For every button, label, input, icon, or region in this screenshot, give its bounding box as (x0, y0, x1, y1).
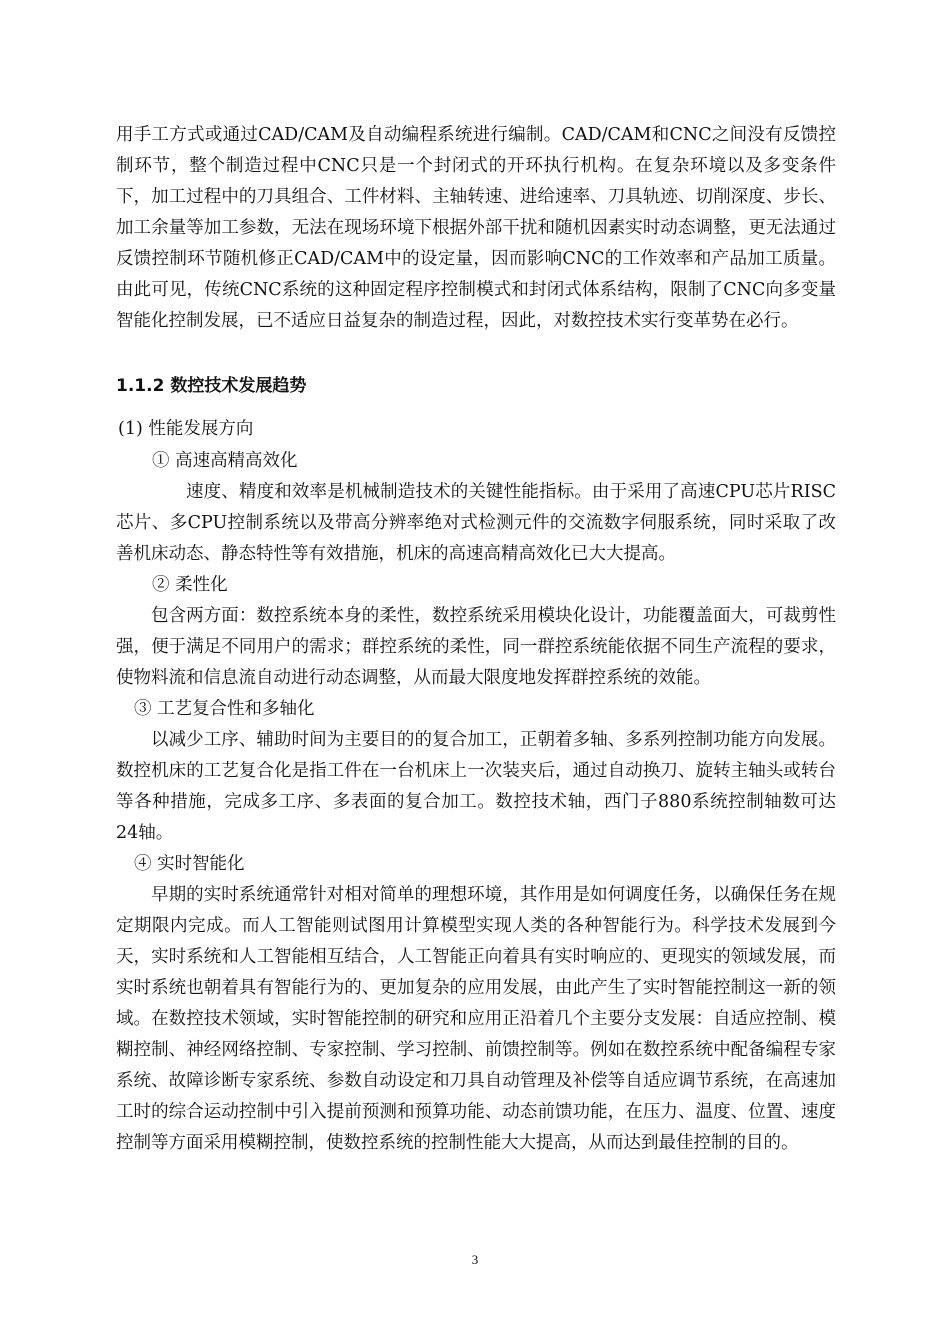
paragraph-continuation: 用手工方式或通过CAD/CAM及自动编程系统进行编制。CAD/CAM和CNC之间没有反馈控制环节，整个制造过程中CNC只是一个封闭式的开环执行机构。在复杂环境以及多变条件下，加工过程中的刀具组合、工件材料、主轴转速、进给速率、刀具轨迹、切削深度、步长、加工余量等加工参数，无法在现场环境下根据外部干扰和随机因素实时动态调整，更无法通过反馈控制环节随机修正CAD/CAM中的设定量，因而影响CNC的工作效率和产品加工质量。由此可见，传统CNC系统的这种固定程序控制模式和封闭式体系结构，限制了CNC向多变量智能化控制发展，已不适应日益复杂的制造过程，因此，对数控技术实行变革势在必行。 (116, 125, 836, 331)
item-3-title: ③ 工艺复合性和多轴化 (134, 699, 315, 719)
item-3-body: 以减少工序、辅助时间为主要目的的复合加工，正朝着多轴、多系列控制功能方向发展。数控机床的工艺复合化是指工件在一台机床上一次装夹后，通过自动换刀、旋转主轴头或转台等各种措施，完成多工序、多表面的复合加工。数控技术轴，西门子880系统控制轴数可达24轴。 (116, 730, 836, 843)
item-2-title: ② 柔性化 (152, 575, 228, 595)
item-4-title: ④ 实时智能化 (134, 854, 245, 874)
item-4-body: 早期的实时系统通常针对相对简单的理想环境，其作用是如何调度任务，以确保任务在规定期限内完成。而人工智能则试图用计算模型实现人类的各种智能行为。科学技术发展到今天，实时系统和人工智能相互结合，人工智能正向着具有实时响应的、更现实的领域发展，而实时系统也朝着具有智能行为的、更加复杂的应用发展，由此产生了实时智能控制这一新的领域。在数控技术领域，实时智能控制的研究和应用正沿着几个主要分支发展：自适应控制、模糊控制、神经网络控制、专家控制、学习控制、前馈控制等。例如在数控系统中配备编程专家系统、故障诊断专家系统、参数自动设定和刀具自动管理及补偿等自适应调节系统，在高速加工时的综合运动控制中引入提前预测和预算功能、动态前馈功能，在压力、温度、位置、速度控制等方面采用模糊控制，使数控系统的控制性能大大提高，从而达到最佳控制的目的。 (116, 885, 836, 1153)
item-2-body: 包含两方面：数控系统本身的柔性，数控系统采用模块化设计，功能覆盖面大，可裁剪性强，便于满足不同用户的需求；群控系统的柔性，同一群控系统能依据不同生产流程的要求，使物料流和信息流自动进行动态调整，从而最大限度地发挥群控系统的效能。 (116, 606, 836, 688)
item-1-title: ① 高速高精高效化 (152, 451, 298, 471)
item-1-body: 速度、精度和效率是机械制造技术的关键性能指标。由于采用了高速CPU芯片RISC芯片、多CPU控制系统以及带高分辨率绝对式检测元件的交流数字伺服系统，同时采取了改善机床动态、静态特性等有效措施，机床的高速高精高效化已大大提高。 (116, 482, 836, 564)
section-heading: 1.1.2 数控技术发展趋势 (116, 376, 307, 396)
sub-heading: (1) 性能发展方向 (118, 419, 254, 439)
page-number: 3 (471, 1252, 479, 1267)
